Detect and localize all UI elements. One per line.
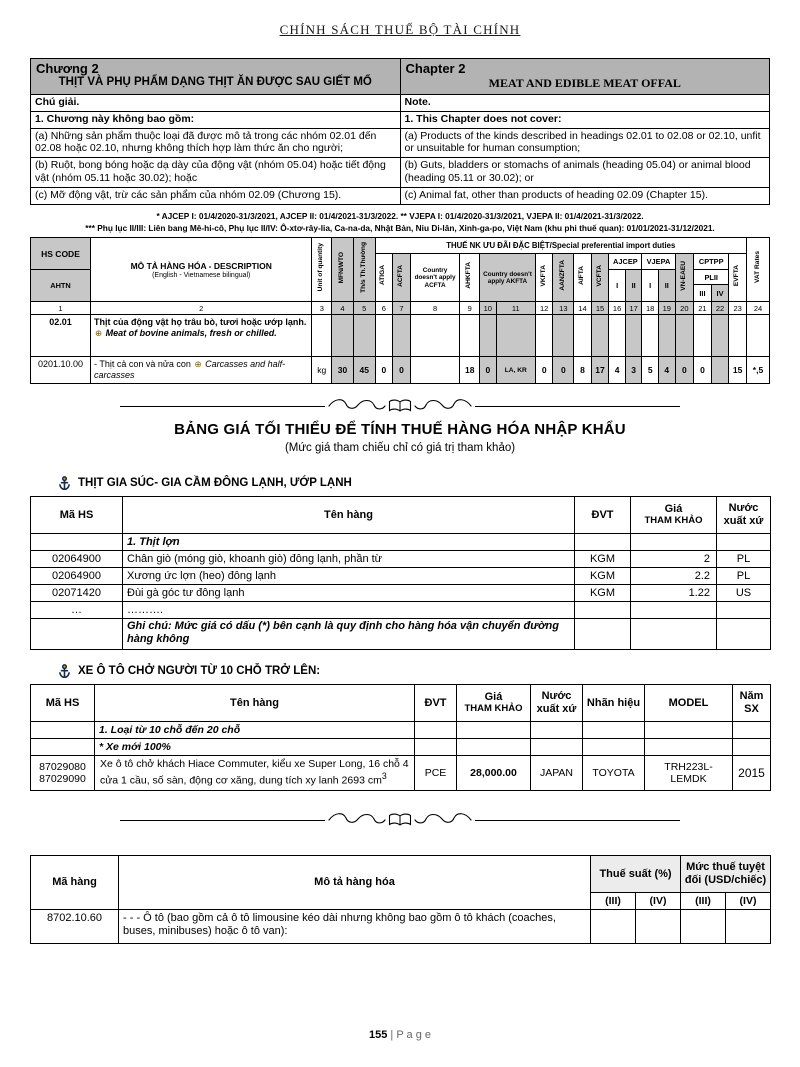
empty-cell <box>675 315 694 357</box>
col-header-ahtn: AHTN <box>31 270 91 302</box>
vn-eaeu-value: 0 <box>675 357 694 384</box>
col-header-no-akfta: Country doesn't apply AKFTA <box>480 254 536 302</box>
empty-cell <box>460 315 480 357</box>
empty-cell <box>636 909 681 943</box>
unit-cell: KGM <box>575 567 631 584</box>
country-cell: US <box>717 584 771 601</box>
gia-line2: THAM KHẢO <box>644 514 703 526</box>
empty-cell <box>312 315 332 357</box>
hs-code-cell: 02064900 <box>31 550 123 567</box>
meat-section-title: THỊT GIA SÚC- GIA CẦM ĐÔNG LẠNH, ƯỚP LẠNH <box>78 477 352 490</box>
no-akfta-value: LA, KR <box>496 357 535 384</box>
chapter-label-en: Chapter 2 <box>405 61 466 76</box>
ths-label: Th/s Th.Thường <box>359 242 367 293</box>
price-cell: 28,000.00 <box>457 755 531 791</box>
evfta-label: EVFTA <box>733 264 741 287</box>
vjepa-ii-value: 4 <box>658 357 675 384</box>
dots-cell: … <box>31 601 123 618</box>
item-separator-icon: ⊕ <box>95 328 103 339</box>
gia-line1: Giá <box>664 503 683 516</box>
col-header-aifta <box>574 254 592 302</box>
col-num: 19 <box>658 302 675 315</box>
col-num: 2 <box>91 302 312 315</box>
col-num: 20 <box>675 302 694 315</box>
subcol-iii: (III) <box>591 892 636 909</box>
mfn-value: 30 <box>332 357 354 384</box>
empty-cell <box>591 909 636 943</box>
ajcep-i-value: 4 <box>609 357 626 384</box>
note-intro-vi: 1. Chương này không bao gồm: <box>31 111 401 128</box>
col-num: 14 <box>574 302 592 315</box>
dots-cell: ………. <box>123 601 575 618</box>
col-num: 6 <box>375 302 393 315</box>
absolute-duty-table <box>30 855 771 943</box>
table-row <box>31 909 771 943</box>
atiga-label: ATIGA <box>379 265 387 286</box>
empty-cell <box>574 315 592 357</box>
tariff-heading-row <box>31 315 770 357</box>
chapter-label-vi: Chương 2 <box>36 61 99 76</box>
group-label: 1. Loại từ 10 chỗ đến 20 chỗ <box>95 721 415 738</box>
group-row <box>31 738 771 755</box>
price-board-subtitle: (Mức giá tham chiếu chỉ có giá trị tham khảo) <box>284 442 516 455</box>
vjepa-i-value: 5 <box>642 357 659 384</box>
col-header-unit <box>312 238 332 302</box>
note-a-vi: (a) Những sản phẩm thuộc loại đã được mô tả trong các nhóm 02.01 đến 02.08 hoặc 02.10, nhưng không thích hợp làm thức ăn cho người; <box>31 128 401 158</box>
ajcep-ii-value: 3 <box>625 357 642 384</box>
vat-value: *,5 <box>746 357 769 384</box>
chapter-header-vi <box>31 59 401 95</box>
vjepa-period-i: I <box>642 270 659 302</box>
col-header-no-acfta: Country doesn't apply ACFTA <box>410 254 460 302</box>
description-en: Meat of bovine animals, fresh or chilled. <box>105 328 277 339</box>
col-header-mo-ta: Mô tả hàng hóa <box>119 856 591 909</box>
col-header-vkfta <box>535 254 553 302</box>
subcol-iv: (IV) <box>636 892 681 909</box>
col-header-vcfta <box>591 254 609 302</box>
hs-code-1: 87029080 <box>39 760 86 773</box>
empty-cell <box>575 601 631 618</box>
unit-cell: KGM <box>575 550 631 567</box>
empty-cell <box>353 315 375 357</box>
page-footer <box>0 1029 800 1041</box>
empty-cell <box>415 738 457 755</box>
col-num: 10 <box>480 302 497 315</box>
ornament-icon <box>325 397 475 415</box>
ahkfta-label: AHKFTA <box>465 262 473 289</box>
description-cell <box>91 357 312 384</box>
aanzfta-label: AANZFTA <box>558 260 566 291</box>
group-row <box>31 533 771 550</box>
car-price-table <box>30 684 771 791</box>
note-b-vi: (b) Ruột, bong bóng hoặc dạ dày của động vật (nhóm 05.04) hoặc tiết động vật (nhóm 05.11 hoặc 30.02); hoặc <box>31 158 401 188</box>
aanzfta-value: 0 <box>553 357 574 384</box>
empty-cell <box>717 618 771 650</box>
col-header-evfta <box>729 254 747 302</box>
tariff-data-row <box>31 357 770 384</box>
footnote-line-2: *** Phụ lục II/III: Liên bang Mê-hi-cô, Phụ lục II/IV: Ô-xtơ-rây-lia, Ca-na-da, Nhật Bản, Niu Di-lân, Xinh-ga-po, Việt Nam (khu phi thuế quan): 01/01/2021-31/12/2021. <box>85 223 715 234</box>
atiga-value: 0 <box>375 357 393 384</box>
empty-cell <box>457 738 531 755</box>
cptpp-plii-header: PLII <box>694 270 729 285</box>
chapter-note-table <box>30 58 770 205</box>
col-num: 15 <box>591 302 609 315</box>
subcol-iv: (IV) <box>726 892 771 909</box>
vkfta-value: 0 <box>535 357 553 384</box>
car-section-heading <box>58 664 770 678</box>
note-label-en: Note. <box>400 95 770 112</box>
empty-cell <box>553 315 574 357</box>
ajcep-period-i: I <box>609 270 626 302</box>
unit-label: Unit of quantity <box>317 243 325 292</box>
ajcep-period-ii: II <box>625 270 642 302</box>
col-header-gia <box>457 685 531 721</box>
hs-code-cell: 02064900 <box>31 567 123 584</box>
col-header-hs-code: HS CODE <box>31 238 91 270</box>
hs-code-cell: 0201.10.00 <box>31 357 91 384</box>
col-header-ajcep: AJCEP <box>609 254 642 270</box>
col-num: 4 <box>332 302 354 315</box>
tariff-table <box>30 237 770 384</box>
col-header-dvt: ĐVT <box>415 685 457 721</box>
cptpp-annex-iv: IV <box>711 285 729 302</box>
item-separator-icon: ⊕ <box>194 359 202 370</box>
note-intro-en: 1. This Chapter does not cover: <box>400 111 770 128</box>
gia-line1: Giá <box>484 691 503 704</box>
empty-cell <box>681 909 726 943</box>
empty-cell <box>457 721 531 738</box>
anchor-icon <box>58 476 71 490</box>
price-cell: 2.2 <box>631 567 717 584</box>
note-c-en: (c) Animal fat, other than products of heading 02.09 (Chapter 15). <box>400 187 770 204</box>
empty-cell <box>31 533 123 550</box>
description-header-sub: (English - Vietnamese bilingual) <box>152 271 251 279</box>
col-num: 5 <box>353 302 375 315</box>
col-num: 22 <box>711 302 729 315</box>
col-header-ten-hang: Tên hàng <box>123 497 575 533</box>
col-header-gia <box>631 497 717 533</box>
ornament-divider <box>120 397 680 415</box>
col-header-aanzfta <box>553 254 574 302</box>
col-num: 24 <box>746 302 769 315</box>
ths-value: 45 <box>353 357 375 384</box>
meat-section-heading <box>58 476 770 490</box>
special-duties-header: THUẾ NK ƯU ĐÃI ĐẶC BIỆT/Special preferential import duties <box>375 238 746 254</box>
empty-cell <box>645 721 733 738</box>
empty-cell <box>531 738 583 755</box>
col-header-ma-hang: Mã hàng <box>31 856 119 909</box>
description-en: Carcasses and half-carcasses <box>94 359 286 381</box>
country-cell: PL <box>717 567 771 584</box>
empty-cell <box>733 721 771 738</box>
item-name-cell: Xương ức lợn (heo) đông lạnh <box>123 567 575 584</box>
col-header-atiga <box>375 254 393 302</box>
empty-cell <box>31 721 95 738</box>
description-vi: - Thịt cả con và nửa con <box>94 359 191 370</box>
vcfta-value: 17 <box>591 357 609 384</box>
chapter-title-en: MEAT AND EDIBLE MEAT OFFAL <box>488 76 681 90</box>
price-board-title: BẢNG GIÁ TỐI THIỂU ĐỂ TÍNH THUẾ HÀNG HÓA NHẬP KHẨU <box>174 421 626 439</box>
empty-cell <box>717 601 771 618</box>
empty-cell <box>531 721 583 738</box>
empty-cell <box>746 315 769 357</box>
col-header-thue-suat: Thuế suất (%) <box>591 856 681 892</box>
col-num: 8 <box>410 302 460 315</box>
price-cell: 1.22 <box>631 584 717 601</box>
column-number-row <box>31 302 770 315</box>
col-num: 1 <box>31 302 91 315</box>
price-cell: 2 <box>631 550 717 567</box>
aifta-value: 8 <box>574 357 592 384</box>
col-header-ten-hang: Tên hàng <box>95 685 415 721</box>
col-header-vat <box>746 238 769 302</box>
hs-code-cell: 02.01 <box>31 315 91 357</box>
empty-cell <box>726 909 771 943</box>
mfn-label: MFN/WTO <box>338 251 346 284</box>
empty-cell <box>496 315 535 357</box>
note-a-en: (a) Products of the kinds described in headings 02.01 to 02.08 or 02.10, unfit or unsuitable for human consumption; <box>400 128 770 158</box>
col-num: 16 <box>609 302 626 315</box>
note-c-vi: (c) Mỡ động vật, trừ các sản phẩm của nhóm 02.09 (Chương 15). <box>31 187 401 204</box>
col-header-ahkfta <box>460 254 480 302</box>
col-num: 11 <box>496 302 535 315</box>
col-header-cptpp: CPTPP <box>694 254 729 270</box>
vn-eaeu-label: VN-EAEU <box>679 260 687 291</box>
col-header-nam-sx: Năm SX <box>733 685 771 721</box>
group-row <box>31 721 771 738</box>
cptpp-annex-iii: III <box>694 285 712 302</box>
table-row <box>31 584 771 601</box>
col-num: 23 <box>729 302 747 315</box>
footnote-line-1: * AJCEP I: 01/4/2020-31/3/2021, AJCEP II: 01/4/2021-31/3/2022. ** VJEPA I: 01/4/2020-31/3/2021, VJEPA II: 01/4/2021-31/3/2022. <box>156 210 644 221</box>
col-num: 18 <box>642 302 659 315</box>
year-cell: 2015 <box>733 755 771 791</box>
tariff-footnotes <box>30 210 770 235</box>
empty-cell <box>631 533 717 550</box>
col-num: 12 <box>535 302 553 315</box>
description-vi: Thịt của động vật họ trâu bò, tươi hoặc ướp lạnh. <box>94 317 307 328</box>
empty-cell <box>658 315 675 357</box>
empty-cell <box>733 738 771 755</box>
description-header-main: MÔ TẢ HÀNG HÓA - DESCRIPTION <box>130 260 272 271</box>
col-header-model: MODEL <box>645 685 733 721</box>
page-footer-label: | P a g e <box>390 1029 431 1041</box>
col-header-ths <box>353 238 375 302</box>
divider-line <box>120 820 325 821</box>
col-num: 17 <box>625 302 642 315</box>
item-name: Xe ô tô chở khách Hiace Commuter, kiểu xe Super Long, 16 chỗ 4 cửa 1 cầu, số sàn, động cơ xăng, dung tích xy lanh 2693 cm <box>100 757 409 787</box>
hs-code-cell <box>31 755 95 791</box>
empty-cell <box>31 618 123 650</box>
empty-cell <box>631 601 717 618</box>
unit-cell: KGM <box>575 584 631 601</box>
col-header-nhan-hieu: Nhãn hiệu <box>583 685 645 721</box>
page-title: CHÍNH SÁCH THUẾ BỘ TÀI CHÍNH <box>279 22 521 37</box>
col-header-acfta <box>393 254 411 302</box>
chapter-header-en <box>400 59 770 95</box>
divider-line <box>120 406 325 407</box>
col-header-dvt: ĐVT <box>575 497 631 533</box>
group-label: 1. Thịt lợn <box>123 533 575 550</box>
empty-cell <box>535 315 553 357</box>
country-cell: JAPAN <box>531 755 583 791</box>
empty-cell <box>631 618 717 650</box>
hs-code-cell: 02071420 <box>31 584 123 601</box>
empty-cell <box>393 315 411 357</box>
chapter-title-vi: THỊT VÀ PHỤ PHẨM DẠNG THỊT ĂN ĐƯỢC SAU GIẾT MỔ <box>58 76 372 88</box>
empty-cell <box>694 315 712 357</box>
akfta-value: 0 <box>480 357 497 384</box>
empty-cell <box>480 315 497 357</box>
group-label: * Xe mới 100% <box>95 738 415 755</box>
vkfta-label: VKFTA <box>539 264 547 287</box>
col-header-nuoc: Nước xuất xứ <box>717 497 771 533</box>
item-name-cell: Đùi gà góc tư đông lạnh <box>123 584 575 601</box>
no-acfta-value <box>410 357 460 384</box>
empty-cell <box>645 738 733 755</box>
table-row <box>31 550 771 567</box>
subcol-iii: (III) <box>681 892 726 909</box>
col-header-vn-eaeu <box>675 254 694 302</box>
note-b-en: (b) Guts, bladders or stomachs of animals (heading 05.04) or animal blood (heading 05.11 or 30.02); or <box>400 158 770 188</box>
empty-cell <box>609 315 626 357</box>
col-header-vjepa: VJEPA <box>642 254 675 270</box>
vat-label: VAT Rates <box>753 251 761 284</box>
gia-line2: THAM KHẢO <box>464 702 523 714</box>
model-cell: TRH223L-LEMDK <box>645 755 733 791</box>
open-book-icon <box>390 401 411 412</box>
ellipsis-row <box>31 601 771 618</box>
col-header-tuyet-doi: Mức thuế tuyệt đối (USD/chiếc) <box>681 856 771 892</box>
col-num: 13 <box>553 302 574 315</box>
anchor-icon <box>58 664 71 678</box>
hs-code-2: 87029090 <box>39 772 86 785</box>
ornament-icon <box>325 811 475 829</box>
description-cell <box>91 315 312 357</box>
empty-cell <box>332 315 354 357</box>
col-header-ma-hs: Mã HS <box>31 685 95 721</box>
divider-line <box>475 820 680 821</box>
col-num: 21 <box>694 302 712 315</box>
table-note: Ghi chú: Mức giá có dấu (*) bên cạnh là quy định cho hàng hóa vận chuyển đường hàng không <box>123 618 575 650</box>
empty-cell <box>583 738 645 755</box>
unit-cell: PCE <box>415 755 457 791</box>
item-name-sup: 3 <box>381 771 387 782</box>
empty-cell <box>591 315 609 357</box>
page-number: 155 <box>369 1029 388 1041</box>
note-label-vi: Chú giải. <box>31 95 401 112</box>
acfta-value: 0 <box>393 357 411 384</box>
divider-line <box>475 406 680 407</box>
empty-cell <box>375 315 393 357</box>
item-desc-cell: - - - Ô tô (bao gồm cả ô tô limousine kéo dài nhưng không bao gồm ô tô khách (coaches, buses, minibuses) hoặc ô tô van): <box>119 909 591 943</box>
note-row <box>31 618 771 650</box>
ahkfta-value: 18 <box>460 357 480 384</box>
empty-cell <box>625 315 642 357</box>
empty-cell <box>583 721 645 738</box>
empty-cell <box>717 533 771 550</box>
vjepa-period-ii: II <box>658 270 675 302</box>
empty-cell <box>729 315 747 357</box>
acfta-label: ACFTA <box>396 264 404 287</box>
hs-code-cell: 8702.10.60 <box>31 909 119 943</box>
empty-cell <box>575 533 631 550</box>
cptpp-iv-value <box>711 357 729 384</box>
meat-price-table <box>30 496 771 650</box>
country-cell: PL <box>717 550 771 567</box>
empty-cell <box>575 618 631 650</box>
table-row <box>31 567 771 584</box>
empty-cell <box>711 315 729 357</box>
col-num: 7 <box>393 302 411 315</box>
col-header-mfn <box>332 238 354 302</box>
item-name-cell <box>95 755 415 791</box>
table-row <box>31 755 771 791</box>
col-header-description <box>91 238 312 302</box>
brand-cell: TOYOTA <box>583 755 645 791</box>
aifta-label: AIFTA <box>578 265 585 285</box>
open-book-icon <box>390 814 411 825</box>
evfta-value: 15 <box>729 357 747 384</box>
empty-cell <box>31 738 95 755</box>
col-num: 9 <box>460 302 480 315</box>
empty-cell <box>415 721 457 738</box>
col-num: 3 <box>312 302 332 315</box>
vcfta-label: VCFTA <box>595 264 603 287</box>
cptpp-iii-value: 0 <box>694 357 712 384</box>
col-header-nuoc: Nước xuất xứ <box>531 685 583 721</box>
item-name-cell: Chân giò (móng giò, khoanh giò) đông lạnh, phần từ <box>123 550 575 567</box>
empty-cell <box>642 315 659 357</box>
unit-cell: kg <box>312 357 332 384</box>
ornament-divider <box>120 811 680 829</box>
col-header-ma-hs: Mã HS <box>31 497 123 533</box>
empty-cell <box>410 315 460 357</box>
car-section-title: XE Ô TÔ CHỞ NGƯỜI TỪ 10 CHỖ TRỞ LÊN: <box>78 665 321 678</box>
